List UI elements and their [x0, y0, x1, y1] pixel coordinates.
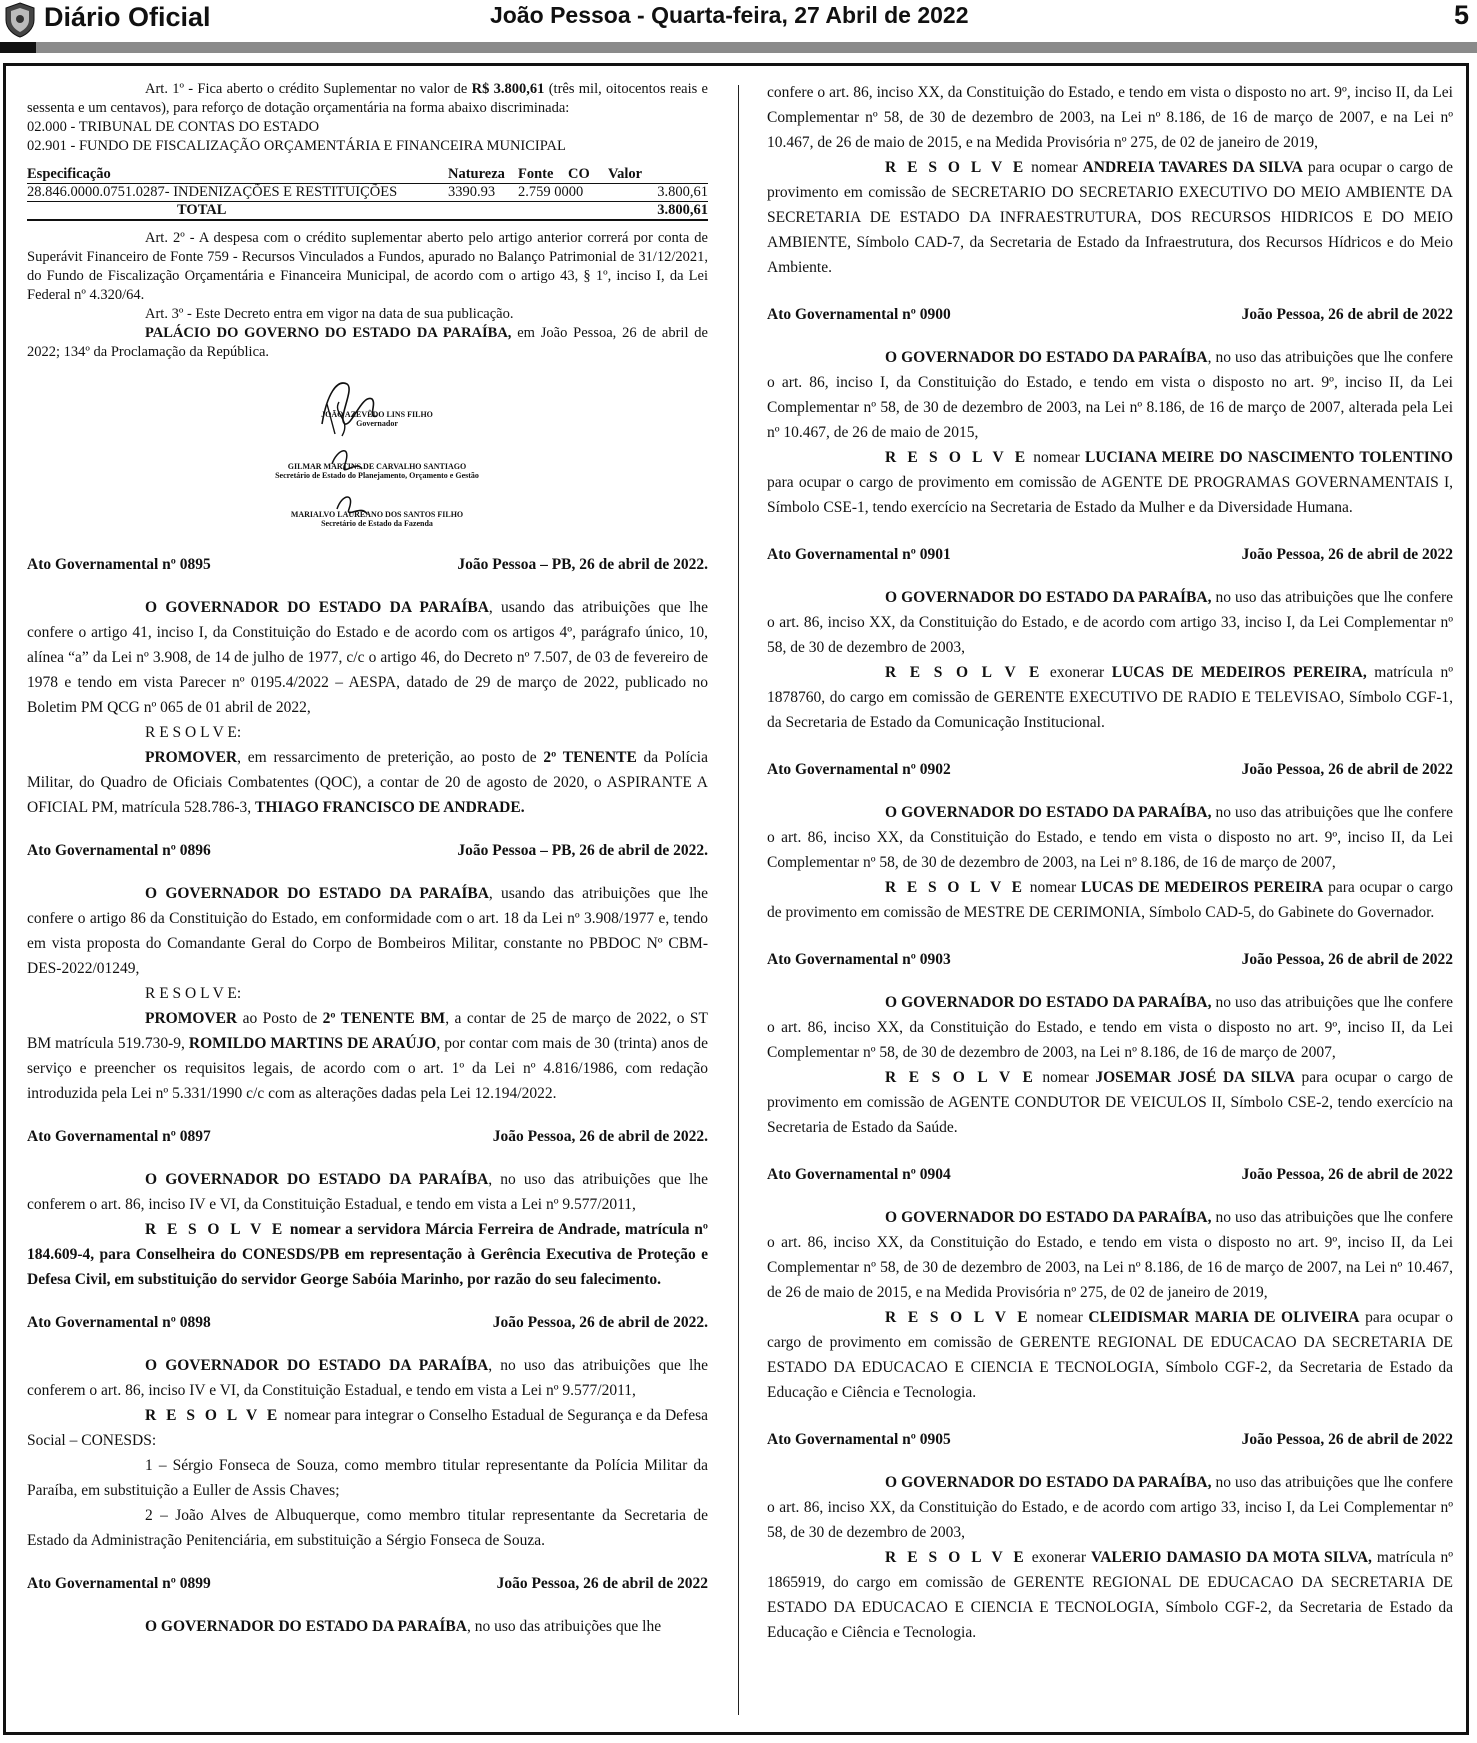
col-header-spec: Especificação	[27, 166, 448, 184]
act-0898-text: nomear para integrar o Conselho Estadual de Segurança e da Defesa Social – CONESDS:	[27, 1407, 708, 1449]
act-0901-body: no uso das atribuições que lhe confere o art. 86, inciso XX, da Constituição do Estado, e de acordo com artigo 33, inciso I, da Lei Complementar nº 58, de 30 de dezembro de 2003,	[767, 589, 1453, 656]
act-0904-t1: para ocupar o cargo de provimento em comissão de GERENTE REGIONAL DE EDUCACAO DA SECRETARIA DE ESTADO DA EDUCACAO E CIENCIA E TECNOLOGIA, Símbolo CGF-2, da Secretaria de Estado da Educação e Ciência e Tecnologia.	[767, 1309, 1453, 1401]
act-0903-date: João Pessoa, 26 de abril de 2022	[1241, 951, 1453, 968]
act-0899-resolve: R E S O L V E	[885, 159, 1027, 176]
act-0896-header	[27, 838, 708, 863]
act-0899-t1: para ocupar o cargo de provimento em comissão de SECRETARIO DO SECRETARIO EXECUTIVO DO MEIO AMBIENTE DA SECRETARIA DE ESTADO DA INFRAESTRUTURA, DOS RECURSOS HIDRICOS E DO MEIO AMBIENTE, Símbolo CAD-7, da Secretaria de Estado da Infraestrutura, dos Recursos Hídricos e do Meio Ambiente.	[767, 159, 1453, 276]
act-0898-item-2: 2 – João Alves de Albuquerque, como membro titular representante da Secretaria de Estado da Administração Penitenciária, em substituição a Sérgio Fonseca de Souza.	[27, 1507, 708, 1549]
act-0896-date: João Pessoa – PB, 26 de abril de 2022.	[457, 842, 708, 859]
act-0905-gov: O GOVERNADOR DO ESTADO DA PARAÍBA,	[885, 1474, 1212, 1491]
act-0895-preamble	[27, 595, 708, 720]
handwritten-signatures	[227, 364, 487, 534]
act-0898-header	[27, 1310, 708, 1335]
act-0901-date: João Pessoa, 26 de abril de 2022	[1241, 546, 1453, 563]
act-0899-gov: O GOVERNADOR DO ESTADO DA PARAÍBA	[145, 1618, 467, 1635]
act-0904-title: Ato Governamental nº 0904	[767, 1166, 951, 1183]
act-0896-title: Ato Governamental nº 0896	[27, 842, 211, 859]
act-0895-decision	[27, 745, 708, 820]
col-header-co: CO	[568, 166, 608, 184]
art3-paragraph: Art. 3º - Este Decreto entra em vigor na data de sua publicação.	[145, 306, 514, 322]
palacio-rest: em João Pessoa, 26 de abril de 2022; 134º da Proclamação da República.	[27, 325, 708, 360]
act-0899-body: , no uso das atribuições que lhe	[466, 1618, 662, 1635]
signature-finance-secretary	[257, 510, 497, 528]
act-0899-header	[27, 1571, 708, 1596]
palacio-paragraph	[27, 324, 708, 362]
art1-paragraph	[27, 80, 708, 118]
act-0896-body: , usando das atribuições que lhe confere o artigo 86 da Constituição do Estado, em conformidade com o art. 18 da Lei nº 3.908/1977 e, tendo em vista proposta do Comandante Geral do Corpo de Bombeiros Militar, constante no PBDOC Nº CBM-DES-2022/01249,	[27, 885, 709, 977]
act-0896-t2: , a contar de 25 de março de 2022, o ST BM matrícula 519.730-9,	[27, 1010, 709, 1052]
table-row	[27, 184, 708, 202]
row-spec: 28.846.0000.0751.0287- INDENIZAÇÕES E RESTITUIÇÕES	[27, 184, 448, 202]
sig2-name: GILMAR MARTINS DE CARVALHO SANTIAGO	[287, 462, 467, 471]
act-0897-date: João Pessoa, 26 de abril de 2022.	[492, 1128, 708, 1145]
act-0897-gov: O GOVERNADOR DO ESTADO DA PARAÍBA	[145, 1171, 489, 1188]
row-fonte: 2.759 0000	[518, 184, 608, 202]
act-0900-name: LUCIANA MEIRE DO NASCIMENTO TOLENTINO	[1084, 449, 1453, 466]
act-0900-body: , no uso das atribuições que lhe confere o art. 86, inciso I, da Constituição do Estado, e tendo em vista o disposto no art. 9º, inciso II, da Lei Complementar nº 58, de 30 de dezembro de 2003, na Lei nº 8.186, de 16 de março de 2007, alterada pela Lei nº 10.467, de 26 de maio de 2015,	[767, 349, 1453, 441]
col-header-valor: Valor	[608, 166, 708, 184]
act-0902-t1: para ocupar o cargo de provimento em comissão de MESTRE DE CERIMONIA, Símbolo CAD-5, do Gabinete do Governador.	[767, 879, 1454, 921]
act-0896-decision	[27, 1006, 708, 1106]
act-0895-date: João Pessoa – PB, 26 de abril de 2022.	[457, 556, 708, 573]
act-0904-body: no uso das atribuições que lhe confere o art. 86, inciso XX, da Constituição do Estado, e tendo em vista o disposto no art. 9º, inciso II, da Lei Complementar nº 58, de 30 de dezembro de 2003, na Lei nº 8.186, de 16 de março de 2007, na Lei nº 10.467, de 26 de maio de 2015, e na Medida Provisória nº 275, de 02 de janeiro de 2019,	[767, 1209, 1453, 1301]
act-0896-gov: O GOVERNADOR DO ESTADO DA PARAÍBA	[145, 885, 489, 902]
act-0895-gov: O GOVERNADOR DO ESTADO DA PARAÍBA	[145, 599, 489, 616]
act-0904-gov: O GOVERNADOR DO ESTADO DA PARAÍBA,	[885, 1209, 1212, 1226]
act-0905-header	[767, 1427, 1453, 1452]
act-0900-decision	[767, 445, 1453, 520]
act-0899-title: Ato Governamental nº 0899	[27, 1575, 211, 1592]
row-valor: 3.800,61	[608, 184, 708, 202]
right-column	[767, 80, 1453, 1645]
act-0902-preamble	[767, 800, 1453, 875]
art2-paragraph: Art. 2º - A despesa com o crédito suplementar aberto pelo artigo anterior correrá por conta de Superávit Financeiro de Fonte 759 - Recursos Vinculados a Fundos, apurado no Balanço Patrimonial de 31/12/2021, do Fundo de Fiscalização Orçamentária e Financeira Municipal, de acordo com o artigo 43, § 1º, inciso I, da Lei Federal nº 4.320/64.	[27, 230, 708, 303]
act-0898-body: , no uso das atribuições que lhe conferem o art. 86, inciso IV e VI, da Constituição Estadual, e tendo em vista a Lei nº 9.577/2011,	[27, 1357, 708, 1399]
act-0895-promover: PROMOVER	[145, 749, 238, 766]
total-label: TOTAL	[27, 202, 448, 221]
act-0897-decision	[27, 1217, 708, 1292]
act-0901-t0: exonerar	[1042, 664, 1112, 681]
act-0905-preamble	[767, 1470, 1453, 1545]
column-divider	[738, 85, 739, 1715]
art1-line-1: 02.000 - TRIBUNAL DE CONTAS DO ESTADO	[27, 119, 320, 135]
act-0900-date: João Pessoa, 26 de abril de 2022	[1241, 306, 1453, 323]
act-0897-preamble	[27, 1167, 708, 1217]
act-0903-resolve: R E S O L V E	[885, 1069, 1036, 1086]
act-0903-name: JOSEMAR JOSÉ DA SILVA	[1095, 1069, 1295, 1086]
table-total-row	[27, 202, 708, 221]
act-0903-title: Ato Governamental nº 0903	[767, 951, 951, 968]
act-0895-header	[27, 552, 708, 577]
act-0902-gov: O GOVERNADOR DO ESTADO DA PARAÍBA,	[885, 804, 1212, 821]
col-header-fonte: Fonte	[518, 166, 568, 184]
act-0904-header	[767, 1162, 1453, 1187]
act-0896-promover: PROMOVER	[145, 1010, 238, 1027]
act-0902-resolve: R E S O L V E	[885, 879, 1026, 896]
act-0905-resolve: R E S O L V E	[885, 1549, 1027, 1566]
act-0895-name: THIAGO FRANCISCO DE ANDRADE.	[255, 799, 525, 816]
act-0901-title: Ato Governamental nº 0901	[767, 546, 951, 563]
signature-governor	[257, 410, 497, 428]
act-0896-t3: , por contar com mais de 30 (trinta) anos de serviço e preencher os requisitos legais, de acordo com o art. 1º da Lei nº 4.816/1986, com redação introduzida pela Lei nº 5.331/1990 c/c com as alterações dadas pela Lei 12.194/2022.	[27, 1035, 708, 1102]
act-0902-body: no uso das atribuições que lhe confere o art. 86, inciso XX, da Constituição do Estado, e tendo em vista o disposto no art. 9º, inciso II, da Lei Complementar nº 58, de 30 de dezembro de 2003, na Lei nº 8.186, de 16 de março de 2007,	[767, 804, 1453, 871]
act-0902-decision	[767, 875, 1453, 925]
act-0899-preamble	[27, 1614, 708, 1639]
act-0895-body: , usando das atribuições que lhe confere o artigo 41, inciso I, da Constituição do Estado e de acordo com os artigos 4º, parágrafo único, 10, alínea “a” da Lei nº 3.908, de 14 de julho de 1977, c/c o artigo 46, do Decreto nº 7.507, de 03 de fevereiro de 1978 e tendo em vista Parecer nº 0195.4/2022 – AESPA, datado de 29 de março de 2022, publicado no Boletim PM QCG nº 065 de 01 abril de 2022,	[27, 599, 709, 716]
act-0896-posto: 2º TENENTE BM	[322, 1010, 446, 1027]
act-0901-name: LUCAS DE MEDEIROS PEREIRA,	[1111, 664, 1367, 681]
sig2-role: Secretário de Estado do Planejamento, Orçamento e Gestão	[275, 471, 479, 480]
act-0903-gov: O GOVERNADOR DO ESTADO DA PARAÍBA,	[885, 994, 1212, 1011]
signature-planning-secretary	[257, 462, 497, 480]
act-0900-t1: para ocupar o cargo de provimento em comissão de AGENTE DE PROGRAMAS GOVERNAMENTAIS I, Símbolo CSE-1, tendo exercício na Secretaria de Estado da Mulher e da Diversidade Humana.	[767, 474, 1453, 516]
act-0897-header	[27, 1124, 708, 1149]
act-0904-date: João Pessoa, 26 de abril de 2022	[1241, 1166, 1453, 1183]
publication-title: Diário Oficial	[44, 2, 211, 32]
act-0898-decision	[27, 1403, 708, 1453]
art1-line-2: 02.901 - FUNDO DE FISCALIZAÇÃO ORÇAMENTÁRIA E FINANCEIRA MUNICIPAL	[27, 138, 566, 154]
act-0905-decision	[767, 1545, 1453, 1645]
col-header-natureza: Natureza	[448, 166, 518, 184]
act-0898-resolve: R E S O L V E	[145, 1407, 281, 1424]
act-0903-t1: para ocupar o cargo de provimento em comissão de AGENTE CONDUTOR DE VEICULOS II, Símbolo CSE-2, tendo exercício na Secretaria de Estado da Saúde.	[767, 1069, 1453, 1136]
row-natureza: 3390.93	[448, 184, 518, 202]
state-coat-of-arms-icon	[4, 2, 36, 38]
act-0904-resolve: R E S O L V E	[885, 1309, 1031, 1326]
act-0904-preamble	[767, 1205, 1453, 1305]
publication-date: João Pessoa - Quarta-feira, 27 Abril de 2022	[490, 2, 969, 28]
act-0899-t0: nomear	[1026, 159, 1083, 176]
left-column	[27, 80, 708, 1639]
act-0897-body: , no uso das atribuições que lhe conferem o art. 86, inciso IV e VI, da Constituição Estadual, e tendo em vista a Lei nº 9.577/2011,	[27, 1171, 708, 1213]
act-0903-body: no uso das atribuições que lhe confere o art. 86, inciso XX, da Constituição do Estado, e tendo em vista o disposto no art. 9º, inciso II, da Lei Complementar nº 58, de 30 de dezembro de 2003, na Lei nº 8.186, de 16 de março de 2007,	[767, 994, 1453, 1061]
act-0902-date: João Pessoa, 26 de abril de 2022	[1241, 761, 1453, 778]
act-0905-body: no uso das atribuições que lhe confere o art. 86, inciso XX, da Constituição do Estado, e de acordo com artigo 33, inciso I, da Lei Complementar nº 58, de 30 de dezembro de 2003,	[767, 1474, 1453, 1541]
decree-articles-2-3	[27, 229, 708, 362]
sig1-name: JOÃO AZEVÊDO LINS FILHO	[321, 410, 433, 419]
act-0899-decision	[767, 155, 1453, 280]
act-0902-t0: nomear	[1025, 879, 1081, 896]
act-0895-posto: 2º TENENTE	[543, 749, 637, 766]
act-0895-t2: da Polícia Militar, do Quadro de Oficiais Combatentes (QOC), a contar de 20 de agosto de 2020, o ASPIRANTE A OFICIAL PM, matrícula 528.786-3,	[27, 749, 708, 816]
masthead-rule-gray	[36, 42, 1477, 53]
act-0902-name: LUCAS DE MEDEIROS PEREIRA	[1080, 879, 1324, 896]
act-0903-decision	[767, 1065, 1453, 1140]
masthead	[0, 0, 1477, 52]
act-0898-date: João Pessoa, 26 de abril de 2022.	[492, 1314, 708, 1331]
act-0895-title: Ato Governamental nº 0895	[27, 556, 211, 573]
sig1-role: Governador	[356, 419, 398, 428]
act-0897-bold-text: nomear a servidora Márcia Ferreira de Andrade, matrícula nº 184.609-4, para Conselheira do CONESDS/PB em representação à Gerência Executiva de Proteção e Defesa Civil, em substituição do servidor George Sabóia Marinho, por razão do seu falecimento.	[27, 1221, 708, 1288]
act-0901-t1: matrícula nº 1878760, do cargo em comissão de GERENTE EXECUTIVO DE RADIO E TELEVISAO, Símbolo CGF-1, da Secretaria de Estado da Comunicação Institucional.	[767, 664, 1454, 731]
act-0896-preamble	[27, 881, 708, 981]
act-0895-resolve: R E S O L V E:	[145, 724, 242, 741]
act-0904-decision	[767, 1305, 1453, 1405]
act-0896-resolve: R E S O L V E:	[145, 985, 242, 1002]
masthead-rule-dark	[0, 42, 36, 53]
act-0902-title: Ato Governamental nº 0902	[767, 761, 951, 778]
act-0901-preamble	[767, 585, 1453, 660]
palacio-bold: PALÁCIO DO GOVERNO DO ESTADO DA PARAÍBA,	[145, 325, 512, 341]
signature-block	[27, 364, 708, 534]
act-0902-header	[767, 757, 1453, 782]
act-0903-header	[767, 947, 1453, 972]
art1-prefix: Art. 1º - Fica aberto o crédito Suplementar no valor de	[145, 81, 472, 97]
act-0900-resolve: R E S O L V E	[885, 449, 1029, 466]
act-0900-header	[767, 302, 1453, 327]
total-valor: 3.800,61	[608, 202, 708, 221]
act-0899-continuation: confere o art. 86, inciso XX, da Constituição do Estado, e tendo em vista o disposto no art. 9º, inciso II, da Lei Complementar nº 58, de 30 de dezembro de 2003, na Lei nº 8.186, de 16 de março de 2007, e na Lei nº 10.467, de 26 de maio de 2015, e na Medida Provisória nº 275, de 02 de janeiro de 2019,	[767, 84, 1453, 151]
act-0904-t0: nomear	[1030, 1309, 1089, 1326]
art1-suffix: (três mil, oitocentos reais e sessenta e um centavos), para reforço de dotação orçamentária na forma abaixo discriminada:	[27, 81, 708, 116]
act-0898-title: Ato Governamental nº 0898	[27, 1314, 211, 1331]
act-0900-t0: nomear	[1028, 449, 1085, 466]
act-0905-title: Ato Governamental nº 0905	[767, 1431, 951, 1448]
act-0897-resolve: R E S O L V E	[145, 1221, 286, 1238]
act-0898-preamble	[27, 1353, 708, 1403]
sig3-role: Secretário de Estado da Fazenda	[321, 519, 433, 528]
act-0900-title: Ato Governamental nº 0900	[767, 306, 951, 323]
act-0901-gov: O GOVERNADOR DO ESTADO DA PARAÍBA,	[885, 589, 1212, 606]
act-0901-header	[767, 542, 1453, 567]
act-0895-t1: , em ressarcimento de preterição, ao posto de	[237, 749, 544, 766]
act-0899-name: ANDREIA TAVARES DA SILVA	[1082, 159, 1303, 176]
act-0898-gov: O GOVERNADOR DO ESTADO DA PARAÍBA	[145, 1357, 489, 1374]
act-0898-item-1: 1 – Sérgio Fonseca de Souza, como membro titular representante da Polícia Militar da Paraíba, em substituição a Euller de Assis Chaves;	[27, 1457, 708, 1499]
act-0903-preamble	[767, 990, 1453, 1065]
sig3-name: MARIALVO LAUREANO DOS SANTOS FILHO	[290, 510, 464, 519]
act-0897-title: Ato Governamental nº 0897	[27, 1128, 211, 1145]
page-number: 5	[1453, 0, 1469, 30]
act-0900-gov: O GOVERNADOR DO ESTADO DA PARAÍBA	[885, 349, 1208, 366]
act-0901-resolve: R E S O L V E	[885, 664, 1043, 681]
act-0905-t1: matrícula nº 1865919, do cargo em comissão de GERENTE REGIONAL DE EDUCACAO DA SECRETARIA DE ESTADO DA EDUCACAO E CIENCIA E TECNOLOGIA, Símbolo CGF-2, da Secretaria de Estado da Educação e Ciência e Tecnologia.	[767, 1549, 1454, 1641]
act-0896-name: ROMILDO MARTINS DE ARAÚJO	[188, 1035, 437, 1052]
act-0896-t1: ao Posto de	[237, 1010, 323, 1027]
decree-article-1	[27, 80, 708, 156]
act-0900-preamble	[767, 345, 1453, 445]
act-0901-decision	[767, 660, 1453, 735]
act-0903-t0: nomear	[1035, 1069, 1096, 1086]
act-0904-name: CLEIDISMAR MARIA DE OLIVEIRA	[1088, 1309, 1360, 1326]
budget-table	[27, 166, 708, 221]
act-0905-name: VALERIO DAMASIO DA MOTA SILVA,	[1091, 1549, 1372, 1566]
art1-amount: R$ 3.800,61	[471, 81, 545, 97]
act-0899-date: João Pessoa, 26 de abril de 2022	[496, 1575, 708, 1592]
act-0905-t0: exonerar	[1026, 1549, 1091, 1566]
act-0905-date: João Pessoa, 26 de abril de 2022	[1241, 1431, 1453, 1448]
